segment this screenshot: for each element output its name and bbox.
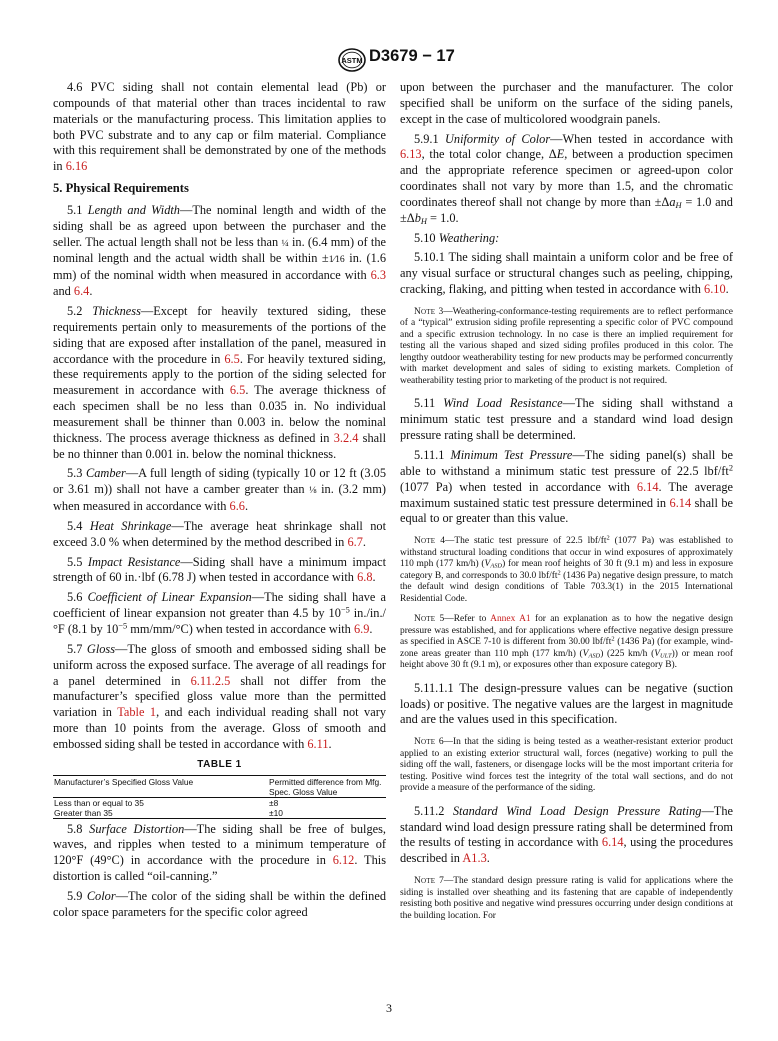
para-5-11-1-1: 5.11.1.1 The design-pressure values can be negative (suction loads) or positive. The negative values are the largest in magnitude and are the values used in this specification. [400,680,733,727]
table-cell: Less than or equal to 35 [54,797,144,808]
para-5-9-cont: upon between the purchaser and the manufacturer. The color specified shall be uniform on the surface of the siding panels, except in the case of multicolored woodgrain panels. [400,80,733,126]
page-header [0,44,778,74]
ref-6-11-link[interactable]: 6.11 [307,736,329,751]
para-5-6: 5.6 Coefficient of Linear Expansion—The siding shall have a coefficient of linear expansion not greater than 4.5 by $10^{-5}$ in./in./°F (8.1 by $10^{-5}$ mm/mm/°C) when tested in accordance with 6.9. [53,590,387,636]
para-5-10-1: 5.10.1 The siding shall maintain a uniform color and be free of any visual surface or structural changes such as peeling, chipping, cracking, flaking, and pitting when tested in accordance with 6.10. [400,250,733,297]
ref-6-9-link[interactable]: 6.9 [353,622,370,636]
ref-6-5-link[interactable]: 6.5 [224,351,240,366]
note-5: Note 5—Refer to Annex A1 for an explanation as to how the negative design pressure was established, and for applications where effective negative design pressure as specified in ASCE 7-10 is different from 30.00 lbf/$ft^2$ (1436 Pa) (for example, wind-zone areas greater than 110 mph (177 km/h) $(V_{ASD})$ (225 km/h $(V_{ULT})$) or mean roof height above 30 ft (9.1 m), or exposures other than exposure category B). [400,614,734,671]
ref-6-4-link[interactable]: 6.4 [73,284,90,299]
para-5-10: 5.10 Weathering: [414,230,500,245]
para-5-11-1: 5.11.1 Minimum Test Pressure—The siding panel(s) shall be able to withstand a minimum static test pressure of 22.5 lbf/$ft^2$ (1077 Pa) when tested in accordance with 6.14. The average maximum sustained static test pressure determined in 6.14 shall be equal to or greater than this value. [400,448,734,526]
para-5-9: 5.9 Color—The color of the siding shall be within the defined color space parameters for the specific color agreed [53,888,386,919]
ref-6-3-link[interactable]: 6.3 [370,268,386,283]
ref-annex-a1-link[interactable]: Annex A1 [490,614,531,625]
right-column [400,80,733,931]
ref-6-13-link[interactable]: 6.13 [400,147,422,162]
table-header-gloss-value: Manufacturer’s Specified Gloss Value [53,775,269,797]
ref-6-10-link[interactable]: 6.10 [704,282,726,297]
ref-6-16-link[interactable]: 6.16 [65,159,88,174]
gloss-table [53,775,386,819]
para-5-2: 5.2 Thickness—Except for heavily textured siding, these requirements pertain only to measurements of the portions of the siding that are exposed after installation of the panel, measured in accordance with the procedure in 6.5. For heavily textured siding, these requirements apply to the portion of the siding selected for measurement in accordance with 6.5. The average thickness of each specimen shall be no less than 0.035 in. No individual measurement shall be thinner than 0.003 in. below the nominal thickness. The process average thickness as defined in 3.2.4 shall be no thinner than 0.001 in. below the nominal thickness. [53,303,387,461]
para-5-9-1: 5.9.1 Uniformity of Color—When tested in accordance with 6.13, the total color change, ΔE, between a production specimen and the appropriate reference specimen or agreed-upon color coordinates shall not vary by more than 1.5, and the chromatic coordinates thereof shall not change by more than $\pm\Delta a_H = 1.0$ and $\pm\Delta b_H = 1.0$. [400,131,733,226]
ref-3-2-4-link[interactable]: 3.2.4 [333,430,359,445]
note-6: Note 6—In that the siding is being tested as a weather-resistant exterior product applied to an existing exterior structural wall, forces (negative) working to pull the siding off the wall, fasteners, or disengage locks will be the most important criteria for testing. Positive wind forces test the integrity of the total wall sections, and do not provide a measure of the performance of the siding. [400,737,733,794]
table-cell: ±8 [269,797,279,808]
page-number: 3 [386,1001,392,1015]
ref-6-12-link[interactable]: 6.12 [332,853,355,868]
para-5-4: 5.4 Heat Shrinkage—The average heat shrinkage shall not exceed 3.0 % when determined by the method described in 6.7. [53,518,387,549]
para-5-8: 5.8 Surface Distortion—The siding shall be free of bulges, waves, and ripples when tested to a minimum temperature of 120°F (49°C) in accordance with the procedure in 6.12. This distortion is called “oil-canning.” [53,821,386,884]
ref-6-14-link-3[interactable]: 6.14 [601,835,624,850]
table-row [53,808,386,819]
left-column [53,80,386,925]
ref-6-5-link-2[interactable]: 6.5 [229,383,246,398]
table-row [53,797,386,808]
para-5-7: 5.7 Gloss—The gloss of smooth and embossed siding shall be uniform across the exposed surface. The average of all readings for a panel determined in 6.11.2.5 shall not differ from the manufacturer’s specified gloss value more than the permitted variation in Table 1, and each individual reading shall not vary more than 10 points from the average. Gloss of smooth and embossed siding shall be tested in accordance with 6.11. [53,641,386,751]
para-5-1: 5.1 Length and Width—The nominal length and width of the siding shall be as agreed upon between the purchaser and the seller. The actual length shall not be less than ¼ in. (6.4 mm) of the nominal length and the actual width shall be within ±1⁄16 in. (1.6 mm) of the nominal width when measured in accordance with 6.3 and 6.4. [53,202,387,299]
note-7: Note 7—The standard design pressure rating is valid for applications where the siding is installed over sheathing and its fastening that are capable of independently resisting both positive and negative wind pressures occurring under design conditions at the building location. For [400,876,733,921]
para-5-5: 5.5 Impact Resistance—Siding shall have a minimum impact strength of 60 in.·lbf (6.78 J) when tested in accordance with 6.8. [53,554,386,585]
ref-table-1-link[interactable]: Table 1 [117,705,157,720]
ref-6-14-link-2[interactable]: 6.14 [669,495,692,510]
ref-6-11-2-5-link[interactable]: 6.11.2.5 [190,673,231,688]
ref-6-6-link[interactable]: 6.6 [229,499,245,514]
note-4: Note 4—The static test pressure of 22.5 lbf/$ft^2$ (1077 Pa) was established to withstand structural loading conditions that occur in wind exposures of approximately 110 mph (177 km/h) $(V_{ASD})$ for mean roof heights of 30 ft (9.1 m) and less in exposure category B, and corresponds to 30.0 lbf/$ft^2$ (1436 Pa) negative design pressure, to match the default wind design conditions of Table 703.3(1) in the 2015 International Residential Code. [400,534,733,604]
para-4-6: 4.6 PVC siding shall not contain elemental lead (Pb) or compounds of that material other than traces incidental to raw materials or the manufacturing process. This limitation applies to both PVC substrate and to any cap or film material. Compliance with this requirement shall be demonstrated by one of the methods in 6.16 [53,80,386,174]
ref-6-7-link[interactable]: 6.7 [347,534,363,549]
para-5-11: 5.11 Wind Load Resistance—The siding shall withstand a minimum static test pressure and a standard wind load design pressure rating shall be determined. [400,396,733,443]
table-cell: ±10 [269,808,386,819]
ref-a1-3-link[interactable]: A1.3 [462,851,487,866]
para-5-11-2: 5.11.2 Standard Wind Load Design Pressure Rating—The standard wind load design pressure rating shall be determined from the results of testing in accordance with 6.14, using the procedures described in A1.3. [400,803,733,866]
ref-6-8-link[interactable]: 6.8 [357,570,373,585]
section-heading-physical-requirements: 5. Physical Requirements [53,181,189,196]
para-5-3: 5.3 Camber—A full length of siding (typically 10 or 12 ft (3.05 or 3.61 m)) shall not have a camber greater than ⅛ in. (3.2 mm) when measured in accordance with 6.6. [53,466,386,514]
note-3: Note 3—Weathering-conformance-testing requirements are to reflect performance of a “typical” extrusion siding profile representing a specific color of PVC compound and a specific extrusion technology. In no case is there an implied requirement for testing all the various shaped and sized siding profiles produced in this color. The lengthy outdoor weatherability testing for new products may be performed concurrently with market development and sales of siding to existing markets. Completion of weatherability testing prior to marketing of the product is not required. [400,306,733,386]
table-cell: Greater than 35 [53,808,269,819]
svg-text:ASTM: ASTM [341,56,363,65]
ref-6-14-link[interactable]: 6.14 [636,479,659,494]
astm-logo-icon [337,48,367,72]
table-1-title: TABLE 1 [197,758,242,770]
document-designation: D3679 − 17 [369,47,455,65]
table-header-permitted-difference: Permitted difference from Mfg. Spec. Gloss Value [269,775,386,797]
table-header-row [53,775,386,797]
